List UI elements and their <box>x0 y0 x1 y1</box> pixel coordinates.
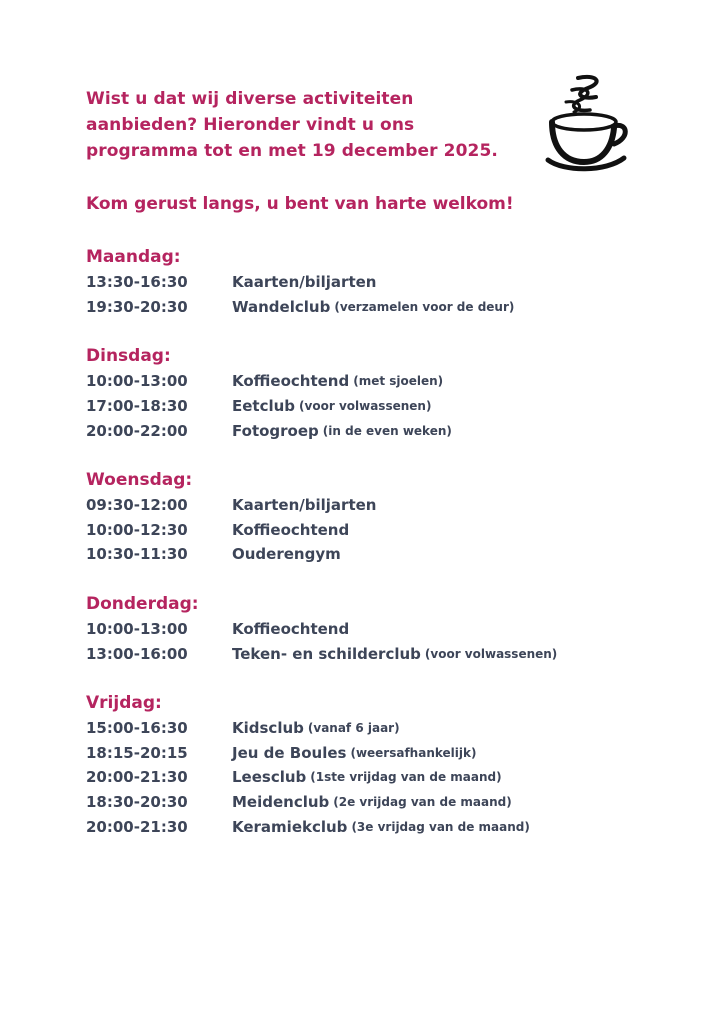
activity-row <box>86 270 686 295</box>
activity-note: (weersafhankelijk) <box>350 745 477 760</box>
activity-row <box>86 369 686 394</box>
activity-note: (met sjoelen) <box>353 374 444 389</box>
day-heading: Donderdag: <box>86 593 199 614</box>
activity-name: Kidsclub <box>232 719 304 738</box>
activity-name: Meidenclub <box>232 793 330 812</box>
activity-row <box>86 641 686 666</box>
activity-name: Jeu de Boules <box>232 743 347 762</box>
activity-time: 10:30-11:30 <box>86 545 188 564</box>
intro-text <box>86 86 546 164</box>
day-section <box>86 690 686 839</box>
activity-time: 09:30-12:00 <box>86 496 188 515</box>
activity-name: Eetclub <box>232 397 296 416</box>
activity-row <box>86 542 686 567</box>
intro-line-2: aanbieden? Hieronder vindt u ons <box>86 115 415 135</box>
activity-name: Fotogroep <box>232 421 319 440</box>
activity-row <box>86 765 686 790</box>
activity-row <box>86 716 686 741</box>
coffee-cup-icon <box>544 72 630 176</box>
activity-name: Wandelclub <box>232 297 331 316</box>
activity-row <box>86 790 686 815</box>
intro-line-1: Wist u dat wij diverse activiteiten <box>86 89 414 109</box>
activity-row <box>86 418 686 443</box>
activity-time: 18:15-20:15 <box>86 743 188 762</box>
activity-name: Keramiekclub <box>232 817 348 836</box>
activity-time: 10:00-12:30 <box>86 520 188 539</box>
activity-time: 20:00-22:00 <box>86 421 188 440</box>
activity-row <box>86 617 686 642</box>
activity-name: Kaarten/biljarten <box>232 273 377 292</box>
activity-note: (3e vrijdag van de maand) <box>351 819 530 834</box>
activity-note: (voor volwassenen) <box>299 399 432 414</box>
day-section <box>86 467 686 567</box>
day-section <box>86 343 686 443</box>
day-section <box>86 591 686 666</box>
activity-note: (vanaf 6 jaar) <box>307 721 400 736</box>
activity-time: 13:30-16:30 <box>86 273 188 292</box>
activity-note: (in de even weken) <box>322 423 452 438</box>
activity-time: 20:00-21:30 <box>86 817 188 836</box>
activity-name: Leesclub <box>232 768 307 787</box>
activity-name: Ouderengym <box>232 545 341 564</box>
activity-row <box>86 493 686 518</box>
activity-name: Kaarten/biljarten <box>232 496 377 515</box>
activity-row <box>86 394 686 419</box>
activity-name: Teken- en schilderclub <box>232 644 421 663</box>
activity-time: 10:00-13:00 <box>86 372 188 391</box>
activity-name: Koffieochtend <box>232 372 350 391</box>
day-heading: Dinsdag: <box>86 346 171 367</box>
activity-row <box>86 295 686 320</box>
activity-note: (2e vrijdag van de maand) <box>333 795 512 810</box>
activity-time: 17:00-18:30 <box>86 397 188 416</box>
intro-line-3: programma tot en met 19 december 2025. <box>86 141 498 161</box>
schedule <box>86 244 686 863</box>
activity-row <box>86 518 686 543</box>
activity-name: Koffieochtend <box>232 620 350 639</box>
activity-time: 20:00-21:30 <box>86 768 188 787</box>
activity-row <box>86 741 686 766</box>
activity-note: (voor volwassenen) <box>424 646 558 661</box>
day-heading: Vrijdag: <box>86 692 162 713</box>
activity-row <box>86 814 686 839</box>
day-heading: Woensdag: <box>86 469 193 490</box>
activity-name: Koffieochtend <box>232 520 350 539</box>
activity-time: 18:30-20:30 <box>86 793 188 812</box>
activity-time: 19:30-20:30 <box>86 297 188 316</box>
day-heading: Maandag: <box>86 247 181 267</box>
activity-time: 13:00-16:00 <box>86 644 188 663</box>
activity-time: 15:00-16:30 <box>86 719 188 738</box>
activity-time: 10:00-13:00 <box>86 620 188 639</box>
day-section <box>86 244 686 319</box>
activity-note: (1ste vrijdag van de maand) <box>310 770 502 785</box>
welcome-text: Kom gerust langs, u bent van harte welkom! <box>86 194 514 214</box>
activity-note: (verzamelen voor de deur) <box>334 299 515 314</box>
